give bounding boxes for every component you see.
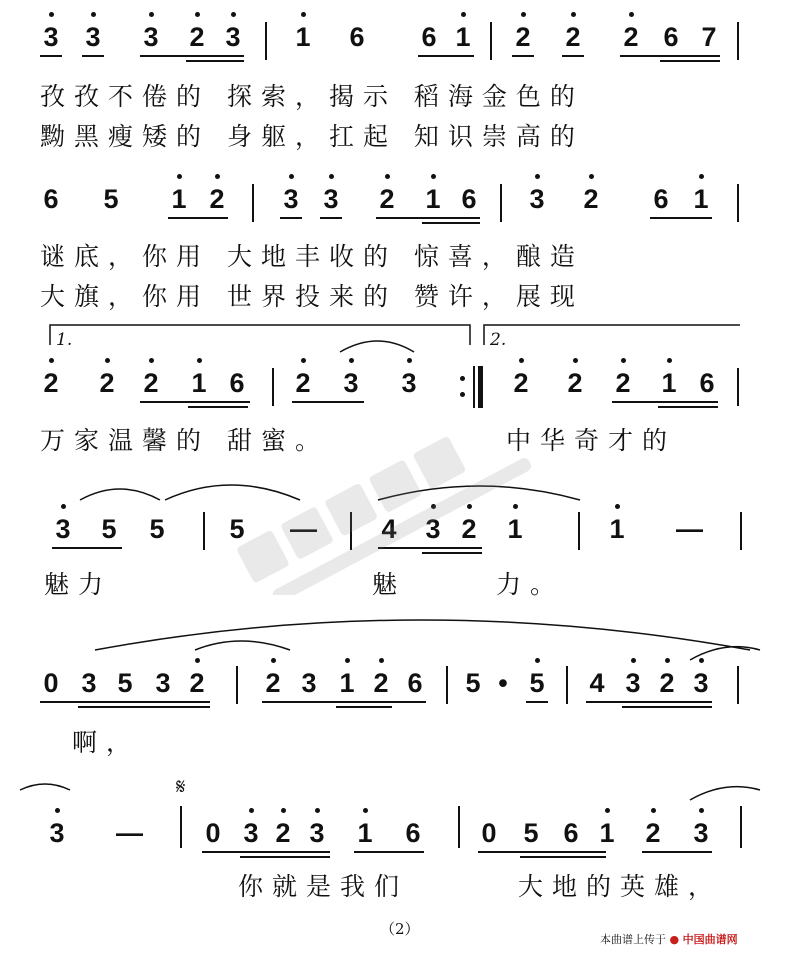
- note: 6: [229, 368, 245, 398]
- note: 3: [55, 514, 71, 544]
- note: 2: [461, 514, 477, 544]
- note: 2: [515, 22, 531, 52]
- note: 2: [513, 368, 529, 398]
- note: 0: [205, 818, 221, 848]
- lyric-line-4c: 力。: [496, 570, 565, 599]
- lyric-line-1b: 黝黑瘦矮的 身躯，扛起 知识崇高的: [40, 122, 584, 151]
- note: 5: [229, 514, 245, 544]
- note: 3: [301, 668, 317, 698]
- note: 3: [693, 668, 709, 698]
- lyric-line-2b: 大旗，你用 世界投来的 赞许，展现: [40, 282, 584, 311]
- note: 1: [357, 818, 373, 848]
- note: 2: [99, 368, 115, 398]
- note: 3: [143, 22, 159, 52]
- note: 2: [623, 22, 639, 52]
- note: 2: [645, 818, 661, 848]
- note: 0: [481, 818, 497, 848]
- segno-sign-icon: 𝄋: [176, 775, 186, 800]
- note: 6: [461, 184, 477, 214]
- note: 1: [455, 22, 471, 52]
- note: 6: [43, 184, 59, 214]
- note: 3: [625, 668, 641, 698]
- note: 6: [405, 818, 421, 848]
- note: 2: [379, 184, 395, 214]
- lyric-line-6a: 你就是我们: [238, 872, 409, 901]
- note: 6: [663, 22, 679, 52]
- note: 3: [85, 22, 101, 52]
- note: 3: [529, 184, 545, 214]
- lyric-line-4a: 魅力: [44, 570, 113, 599]
- note: 2: [583, 184, 599, 214]
- note: 0: [43, 668, 59, 698]
- note: 4: [381, 514, 397, 544]
- note: 3: [323, 184, 339, 214]
- note: 4: [589, 668, 605, 698]
- note: —: [116, 818, 143, 848]
- note: 1: [339, 668, 355, 698]
- note: 6: [563, 818, 579, 848]
- note: 2: [275, 818, 291, 848]
- note: 5: [101, 514, 117, 544]
- note: 1: [507, 514, 523, 544]
- note: 6: [421, 22, 437, 52]
- note: 3: [343, 368, 359, 398]
- note: 1: [425, 184, 441, 214]
- note: 3: [49, 818, 65, 848]
- note: 3: [401, 368, 417, 398]
- lyric-line-1a: 孜孜不倦的 探索，揭示 稻海金色的: [40, 82, 584, 111]
- note: 2: [615, 368, 631, 398]
- note: 1: [693, 184, 709, 214]
- note: 3: [283, 184, 299, 214]
- lyric-line-4b: 魅: [372, 570, 407, 599]
- note: 5: [465, 668, 481, 698]
- lyric-line-2a: 谜底，你用 大地丰收的 惊喜，酿造: [40, 242, 584, 271]
- note: 7: [701, 22, 717, 52]
- note: 2: [565, 22, 581, 52]
- note: 1: [191, 368, 207, 398]
- footer-prefix: 本曲谱上传于: [600, 933, 666, 946]
- note: —: [290, 514, 317, 544]
- note: 3: [225, 22, 241, 52]
- note: 2: [659, 668, 675, 698]
- lyric-line-3b: 中华奇才的: [506, 426, 677, 455]
- note: 5: [529, 668, 545, 698]
- note: 2: [373, 668, 389, 698]
- note: 3: [693, 818, 709, 848]
- note: 5: [117, 668, 133, 698]
- lyric-line-6b: 大地的英雄，: [518, 872, 723, 901]
- note: 2: [43, 368, 59, 398]
- note: 3: [243, 818, 259, 848]
- note: 1: [661, 368, 677, 398]
- note: 1: [295, 22, 311, 52]
- note: 5: [103, 184, 119, 214]
- footer-brand[interactable]: 中国曲谱网: [682, 933, 738, 946]
- note: 3: [43, 22, 59, 52]
- note: 2: [209, 184, 225, 214]
- note: 6: [699, 368, 715, 398]
- lyric-line-3a: 万家温馨的 甜蜜。: [40, 426, 329, 455]
- note: 6: [407, 668, 423, 698]
- volta-second-label: 2.: [490, 330, 507, 350]
- note: 5: [523, 818, 539, 848]
- note: 2: [189, 22, 205, 52]
- note: 3: [155, 668, 171, 698]
- footer-credit: [600, 931, 738, 947]
- note: •: [498, 668, 508, 698]
- note: 2: [143, 368, 159, 398]
- note: 2: [567, 368, 583, 398]
- note: 6: [349, 22, 365, 52]
- note: 1: [171, 184, 187, 214]
- note: 3: [425, 514, 441, 544]
- footer-logo-icon: ●: [669, 933, 680, 946]
- note: —: [676, 514, 703, 544]
- note: 1: [599, 818, 615, 848]
- page-number: （2）: [380, 920, 420, 938]
- note: 1: [609, 514, 625, 544]
- note: 5: [149, 514, 165, 544]
- note: 3: [309, 818, 325, 848]
- note: 3: [81, 668, 97, 698]
- note: 2: [265, 668, 281, 698]
- lyric-line-5: 啊，: [72, 728, 141, 757]
- note: 6: [653, 184, 669, 214]
- volta-first-label: 1.: [56, 330, 73, 350]
- note: 2: [295, 368, 311, 398]
- note: 2: [189, 668, 205, 698]
